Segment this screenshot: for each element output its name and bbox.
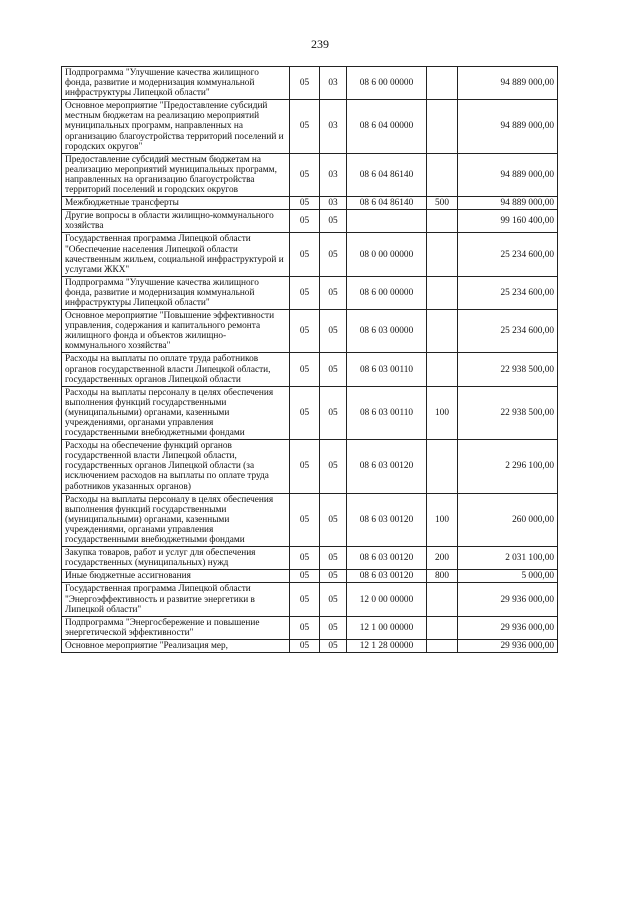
row-subsection-cell: 05 xyxy=(320,440,347,493)
table-row xyxy=(62,493,558,546)
row-section-cell: 05 xyxy=(290,153,320,196)
page-number: 239 xyxy=(311,37,329,51)
row-name-cell: Иные бюджетные ассигнования xyxy=(62,570,290,583)
row-name-cell: Подпрограмма "Улучшение качества жилищного фонда, развитие и модернизация коммунальной инфраструктуры Липецкой области" xyxy=(62,67,290,100)
row-section-cell: 05 xyxy=(290,100,320,153)
row-section-cell: 05 xyxy=(290,67,320,100)
row-subsection-cell: 03 xyxy=(320,197,347,210)
row-name-cell: Подпрограмма "Энергосбережение и повышение энергетической эффективности" xyxy=(62,616,290,639)
row-subsection-cell: 05 xyxy=(320,583,347,616)
row-expense-type-cell: 800 xyxy=(427,570,458,583)
row-subsection-cell: 03 xyxy=(320,100,347,153)
row-section-cell: 05 xyxy=(290,547,320,570)
row-section-cell: 05 xyxy=(290,210,320,233)
row-expense-type-cell xyxy=(427,583,458,616)
row-expense-type-cell xyxy=(427,616,458,639)
row-expense-type-cell xyxy=(427,100,458,153)
row-target-code-cell: 08 6 03 00000 xyxy=(347,310,427,353)
table-row xyxy=(62,67,558,100)
row-expense-type-cell: 200 xyxy=(427,547,458,570)
table-row xyxy=(62,197,558,210)
row-expense-type-cell xyxy=(427,233,458,276)
row-amount-cell: 29 936 000,00 xyxy=(458,639,558,652)
row-section-cell: 05 xyxy=(290,616,320,639)
row-amount-cell: 22 938 500,00 xyxy=(458,353,558,386)
row-expense-type-cell xyxy=(427,440,458,493)
row-subsection-cell: 05 xyxy=(320,386,347,439)
row-name-cell: Предоставление субсидий местным бюджетам на реализацию мероприятий муниципальных программ, направленных на организацию благоустройства территорий поселений и городских округов xyxy=(62,153,290,196)
row-amount-cell: 94 889 000,00 xyxy=(458,67,558,100)
row-name-cell: Основное мероприятие "Предоставление субсидий местным бюджетам на реализацию мероприятий муниципальных программ, направленных на организацию благоустройства территорий поселений и городских округов" xyxy=(62,100,290,153)
row-expense-type-cell xyxy=(427,153,458,196)
row-subsection-cell: 05 xyxy=(320,639,347,652)
row-target-code-cell: 08 6 04 00000 xyxy=(347,100,427,153)
row-section-cell: 05 xyxy=(290,276,320,309)
row-subsection-cell: 03 xyxy=(320,67,347,100)
table-row xyxy=(62,639,558,652)
row-name-cell: Расходы на выплаты персоналу в целях обеспечения выполнения функций государственными (муниципальными) органами, казенными учреждениями, органами управления государственными внебюджетными фондами xyxy=(62,493,290,546)
row-target-code-cell: 08 6 03 00120 xyxy=(347,547,427,570)
row-target-code-cell xyxy=(347,210,427,233)
row-name-cell: Подпрограмма "Улучшение качества жилищного фонда, развитие и модернизация коммунальной инфраструктуры Липецкой области" xyxy=(62,276,290,309)
row-subsection-cell: 05 xyxy=(320,233,347,276)
row-amount-cell: 25 234 600,00 xyxy=(458,310,558,353)
row-name-cell: Расходы на обеспечение функций органов государственной власти Липецкой области, государственных органов Липецкой области (за исключением расходов на выплаты по оплате труда работников указанных органов) xyxy=(62,440,290,493)
row-amount-cell: 29 936 000,00 xyxy=(458,616,558,639)
row-subsection-cell: 05 xyxy=(320,276,347,309)
table-row xyxy=(62,310,558,353)
row-subsection-cell: 03 xyxy=(320,153,347,196)
budget-table-body xyxy=(62,67,558,653)
row-amount-cell: 94 889 000,00 xyxy=(458,100,558,153)
row-amount-cell: 94 889 000,00 xyxy=(458,153,558,196)
row-name-cell: Основное мероприятие "Реализация мер, xyxy=(62,639,290,652)
row-expense-type-cell xyxy=(427,353,458,386)
row-subsection-cell: 05 xyxy=(320,310,347,353)
row-subsection-cell: 05 xyxy=(320,353,347,386)
row-section-cell: 05 xyxy=(290,386,320,439)
row-expense-type-cell xyxy=(427,67,458,100)
row-target-code-cell: 08 6 03 00120 xyxy=(347,570,427,583)
row-amount-cell: 5 000,00 xyxy=(458,570,558,583)
row-section-cell: 05 xyxy=(290,197,320,210)
row-name-cell: Государственная программа Липецкой области "Обеспечение населения Липецкой области качественным жильем, социальной инфраструктурой и услугами ЖКХ" xyxy=(62,233,290,276)
row-expense-type-cell xyxy=(427,310,458,353)
row-target-code-cell: 08 6 04 86140 xyxy=(347,153,427,196)
row-expense-type-cell: 100 xyxy=(427,493,458,546)
row-expense-type-cell xyxy=(427,210,458,233)
row-target-code-cell: 08 6 03 00110 xyxy=(347,353,427,386)
row-target-code-cell: 12 0 00 00000 xyxy=(347,583,427,616)
row-amount-cell: 22 938 500,00 xyxy=(458,386,558,439)
table-row xyxy=(62,353,558,386)
row-target-code-cell: 08 6 00 00000 xyxy=(347,276,427,309)
row-expense-type-cell xyxy=(427,276,458,309)
row-amount-cell: 2 296 100,00 xyxy=(458,440,558,493)
table-row xyxy=(62,547,558,570)
table-row xyxy=(62,570,558,583)
table-row xyxy=(62,210,558,233)
row-section-cell: 05 xyxy=(290,583,320,616)
table-row xyxy=(62,233,558,276)
row-section-cell: 05 xyxy=(290,353,320,386)
row-target-code-cell: 08 0 00 00000 xyxy=(347,233,427,276)
table-row xyxy=(62,153,558,196)
row-section-cell: 05 xyxy=(290,440,320,493)
row-expense-type-cell xyxy=(427,639,458,652)
table-row xyxy=(62,440,558,493)
table-row xyxy=(62,100,558,153)
row-target-code-cell: 08 6 03 00120 xyxy=(347,493,427,546)
budget-table xyxy=(61,66,558,653)
table-row xyxy=(62,386,558,439)
table-row xyxy=(62,276,558,309)
row-section-cell: 05 xyxy=(290,310,320,353)
row-amount-cell: 2 031 100,00 xyxy=(458,547,558,570)
row-subsection-cell: 05 xyxy=(320,547,347,570)
row-subsection-cell: 05 xyxy=(320,570,347,583)
row-expense-type-cell: 500 xyxy=(427,197,458,210)
table-row xyxy=(62,583,558,616)
row-target-code-cell: 08 6 03 00110 xyxy=(347,386,427,439)
row-name-cell: Межбюджетные трансферты xyxy=(62,197,290,210)
row-section-cell: 05 xyxy=(290,570,320,583)
row-name-cell: Расходы на выплаты персоналу в целях обеспечения выполнения функций государственными (муниципальными) органами, казенными учреждениями, органами управления государственными внебюджетными фондами xyxy=(62,386,290,439)
row-expense-type-cell: 100 xyxy=(427,386,458,439)
row-amount-cell: 94 889 000,00 xyxy=(458,197,558,210)
row-target-code-cell: 12 1 00 00000 xyxy=(347,616,427,639)
row-name-cell: Расходы на выплаты по оплате труда работников органов государственной власти Липецкой области, государственных органов Липецкой области xyxy=(62,353,290,386)
row-section-cell: 05 xyxy=(290,639,320,652)
row-amount-cell: 25 234 600,00 xyxy=(458,276,558,309)
row-amount-cell: 99 160 400,00 xyxy=(458,210,558,233)
row-target-code-cell: 08 6 00 00000 xyxy=(347,67,427,100)
row-amount-cell: 260 000,00 xyxy=(458,493,558,546)
row-name-cell: Государственная программа Липецкой области "Энергоэффективность и развитие энергетики в Липецкой области" xyxy=(62,583,290,616)
row-subsection-cell: 05 xyxy=(320,210,347,233)
row-section-cell: 05 xyxy=(290,493,320,546)
row-amount-cell: 25 234 600,00 xyxy=(458,233,558,276)
row-name-cell: Другие вопросы в области жилищно-коммунального хозяйства xyxy=(62,210,290,233)
row-subsection-cell: 05 xyxy=(320,616,347,639)
table-row xyxy=(62,616,558,639)
row-amount-cell: 29 936 000,00 xyxy=(458,583,558,616)
row-target-code-cell: 08 6 04 86140 xyxy=(347,197,427,210)
row-subsection-cell: 05 xyxy=(320,493,347,546)
row-section-cell: 05 xyxy=(290,233,320,276)
row-name-cell: Основное мероприятие "Повышение эффективности управления, содержания и капитального ремонта жилищного фонда и объектов жилищно-коммунального хозяйства" xyxy=(62,310,290,353)
row-name-cell: Закупка товаров, работ и услуг для обеспечения государственных (муниципальных) нужд xyxy=(62,547,290,570)
row-target-code-cell: 12 1 28 00000 xyxy=(347,639,427,652)
row-target-code-cell: 08 6 03 00120 xyxy=(347,440,427,493)
